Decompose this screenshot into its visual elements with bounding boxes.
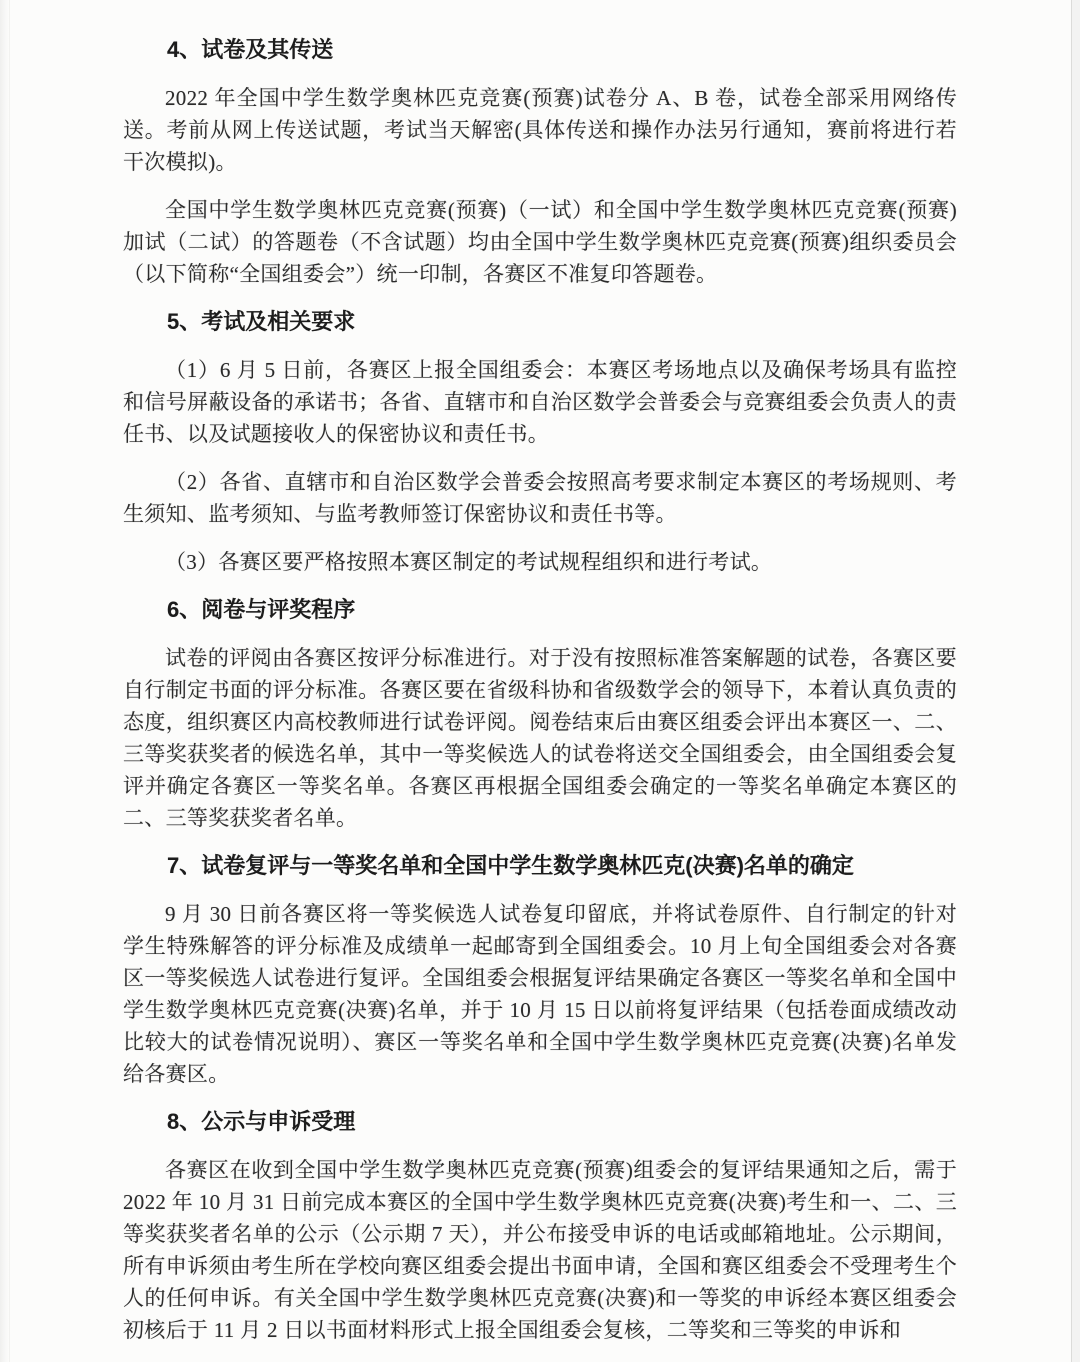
section-body xyxy=(123,898,957,1090)
section-body xyxy=(123,354,957,578)
document-section xyxy=(123,1106,957,1346)
section-heading: 8、公示与申诉受理 xyxy=(167,1109,356,1134)
section-heading: 4、试卷及其传送 xyxy=(167,37,334,62)
document-section xyxy=(123,34,957,290)
paragraph: 9 月 30 日前各赛区将一等奖候选人试卷复印留底，并将试卷原件、自行制定的针对学生特殊解答的评分标准及成绩单一起邮寄到全国组委会。10 月上旬全国组委会对各赛区一等奖候选人试卷进行复评。全国组委会根据复评结果确定各赛区一等奖名单和全国中学生数学奥林匹克竞赛(决赛)名单，并于 10 月 15 日以前将复评结果（包括卷面成绩改动比较大的试卷情况说明）、赛区一等奖名单和全国中学生数学奥林匹克竞赛(决赛)名单发给各赛区。 xyxy=(123,902,957,1086)
section-heading: 5、考试及相关要求 xyxy=(167,309,356,334)
document-section xyxy=(123,850,957,1090)
section-body xyxy=(123,1154,957,1346)
section-body xyxy=(123,82,957,290)
document-section xyxy=(123,306,957,578)
document-section xyxy=(123,594,957,834)
paragraph: 试卷的评阅由各赛区按评分标准进行。对于没有按照标准答案解题的试卷，各赛区要自行制定书面的评分标准。各赛区要在省级科协和省级数学会的领导下，本着认真负责的态度，组织赛区内高校教师进行试卷评阅。阅卷结束后由赛区组委会评出本赛区一、二、三等奖获奖者的候选名单，其中一等奖候选人的试卷将送交全国组委会，由全国组委会复评并确定各赛区一等奖名单。各赛区再根据全国组委会确定的一等奖名单确定本赛区的二、三等奖获奖者名单。 xyxy=(123,646,957,830)
paragraph: 全国中学生数学奥林匹克竞赛(预赛)（一试）和全国中学生数学奥林匹克竞赛(预赛)加试（二试）的答题卷（不含试题）均由全国中学生数学奥林匹克竞赛(预赛)组织委员会（以下简称“全国组委会”）统一印制，各赛区不准复印答题卷。 xyxy=(123,198,957,286)
paragraph: （2）各省、直辖市和自治区数学会普委会按照高考要求制定本赛区的考场规则、考生须知、监考须知、与监考教师签订保密协议和责任书等。 xyxy=(123,470,957,526)
section-heading: 7、试卷复评与一等奖名单和全国中学生数学奥林匹克(决赛)名单的确定 xyxy=(167,853,854,878)
paragraph: （3）各赛区要严格按照本赛区制定的考试规程组织和进行考试。 xyxy=(165,550,773,574)
section-heading: 6、阅卷与评奖程序 xyxy=(167,597,356,622)
section-body xyxy=(123,642,957,834)
paragraph: 各赛区在收到全国中学生数学奥林匹克竞赛(预赛)组委会的复评结果通知之后，需于 2022 年 10 月 31 日前完成本赛区的全国中学生数学奥林匹克竞赛(决赛)考生和一、二、三等奖获奖者名单的公示（公示期 7 天），并公布接受申诉的电话或邮箱地址。公示期间，所有申诉须由考生所在学校向赛区组委会提出书面申请，全国和赛区组委会不受理考生个人的任何申诉。有关全国中学生数学奥林匹克竞赛(决赛)和一等奖的申诉经本赛区组委会初核后于 11 月 2 日以书面材料形式上报全国组委会复核，二等奖和三等奖的申诉和 xyxy=(123,1158,957,1342)
paragraph: 2022 年全国中学生数学奥林匹克竞赛(预赛)试卷分 A、B 卷，试卷全部采用网络传送。考前从网上传送试题，考试当天解密(具体传送和操作办法另行通知，赛前将进行若干次模拟)。 xyxy=(123,86,957,174)
paragraph: （1）6 月 5 日前，各赛区上报全国组委会：本赛区考场地点以及确保考场具有监控和信号屏蔽设备的承诺书；各省、直辖市和自治区数学会普委会与竞赛组委会负责人的责任书、以及试题接收人的保密协议和责任书。 xyxy=(123,358,957,446)
